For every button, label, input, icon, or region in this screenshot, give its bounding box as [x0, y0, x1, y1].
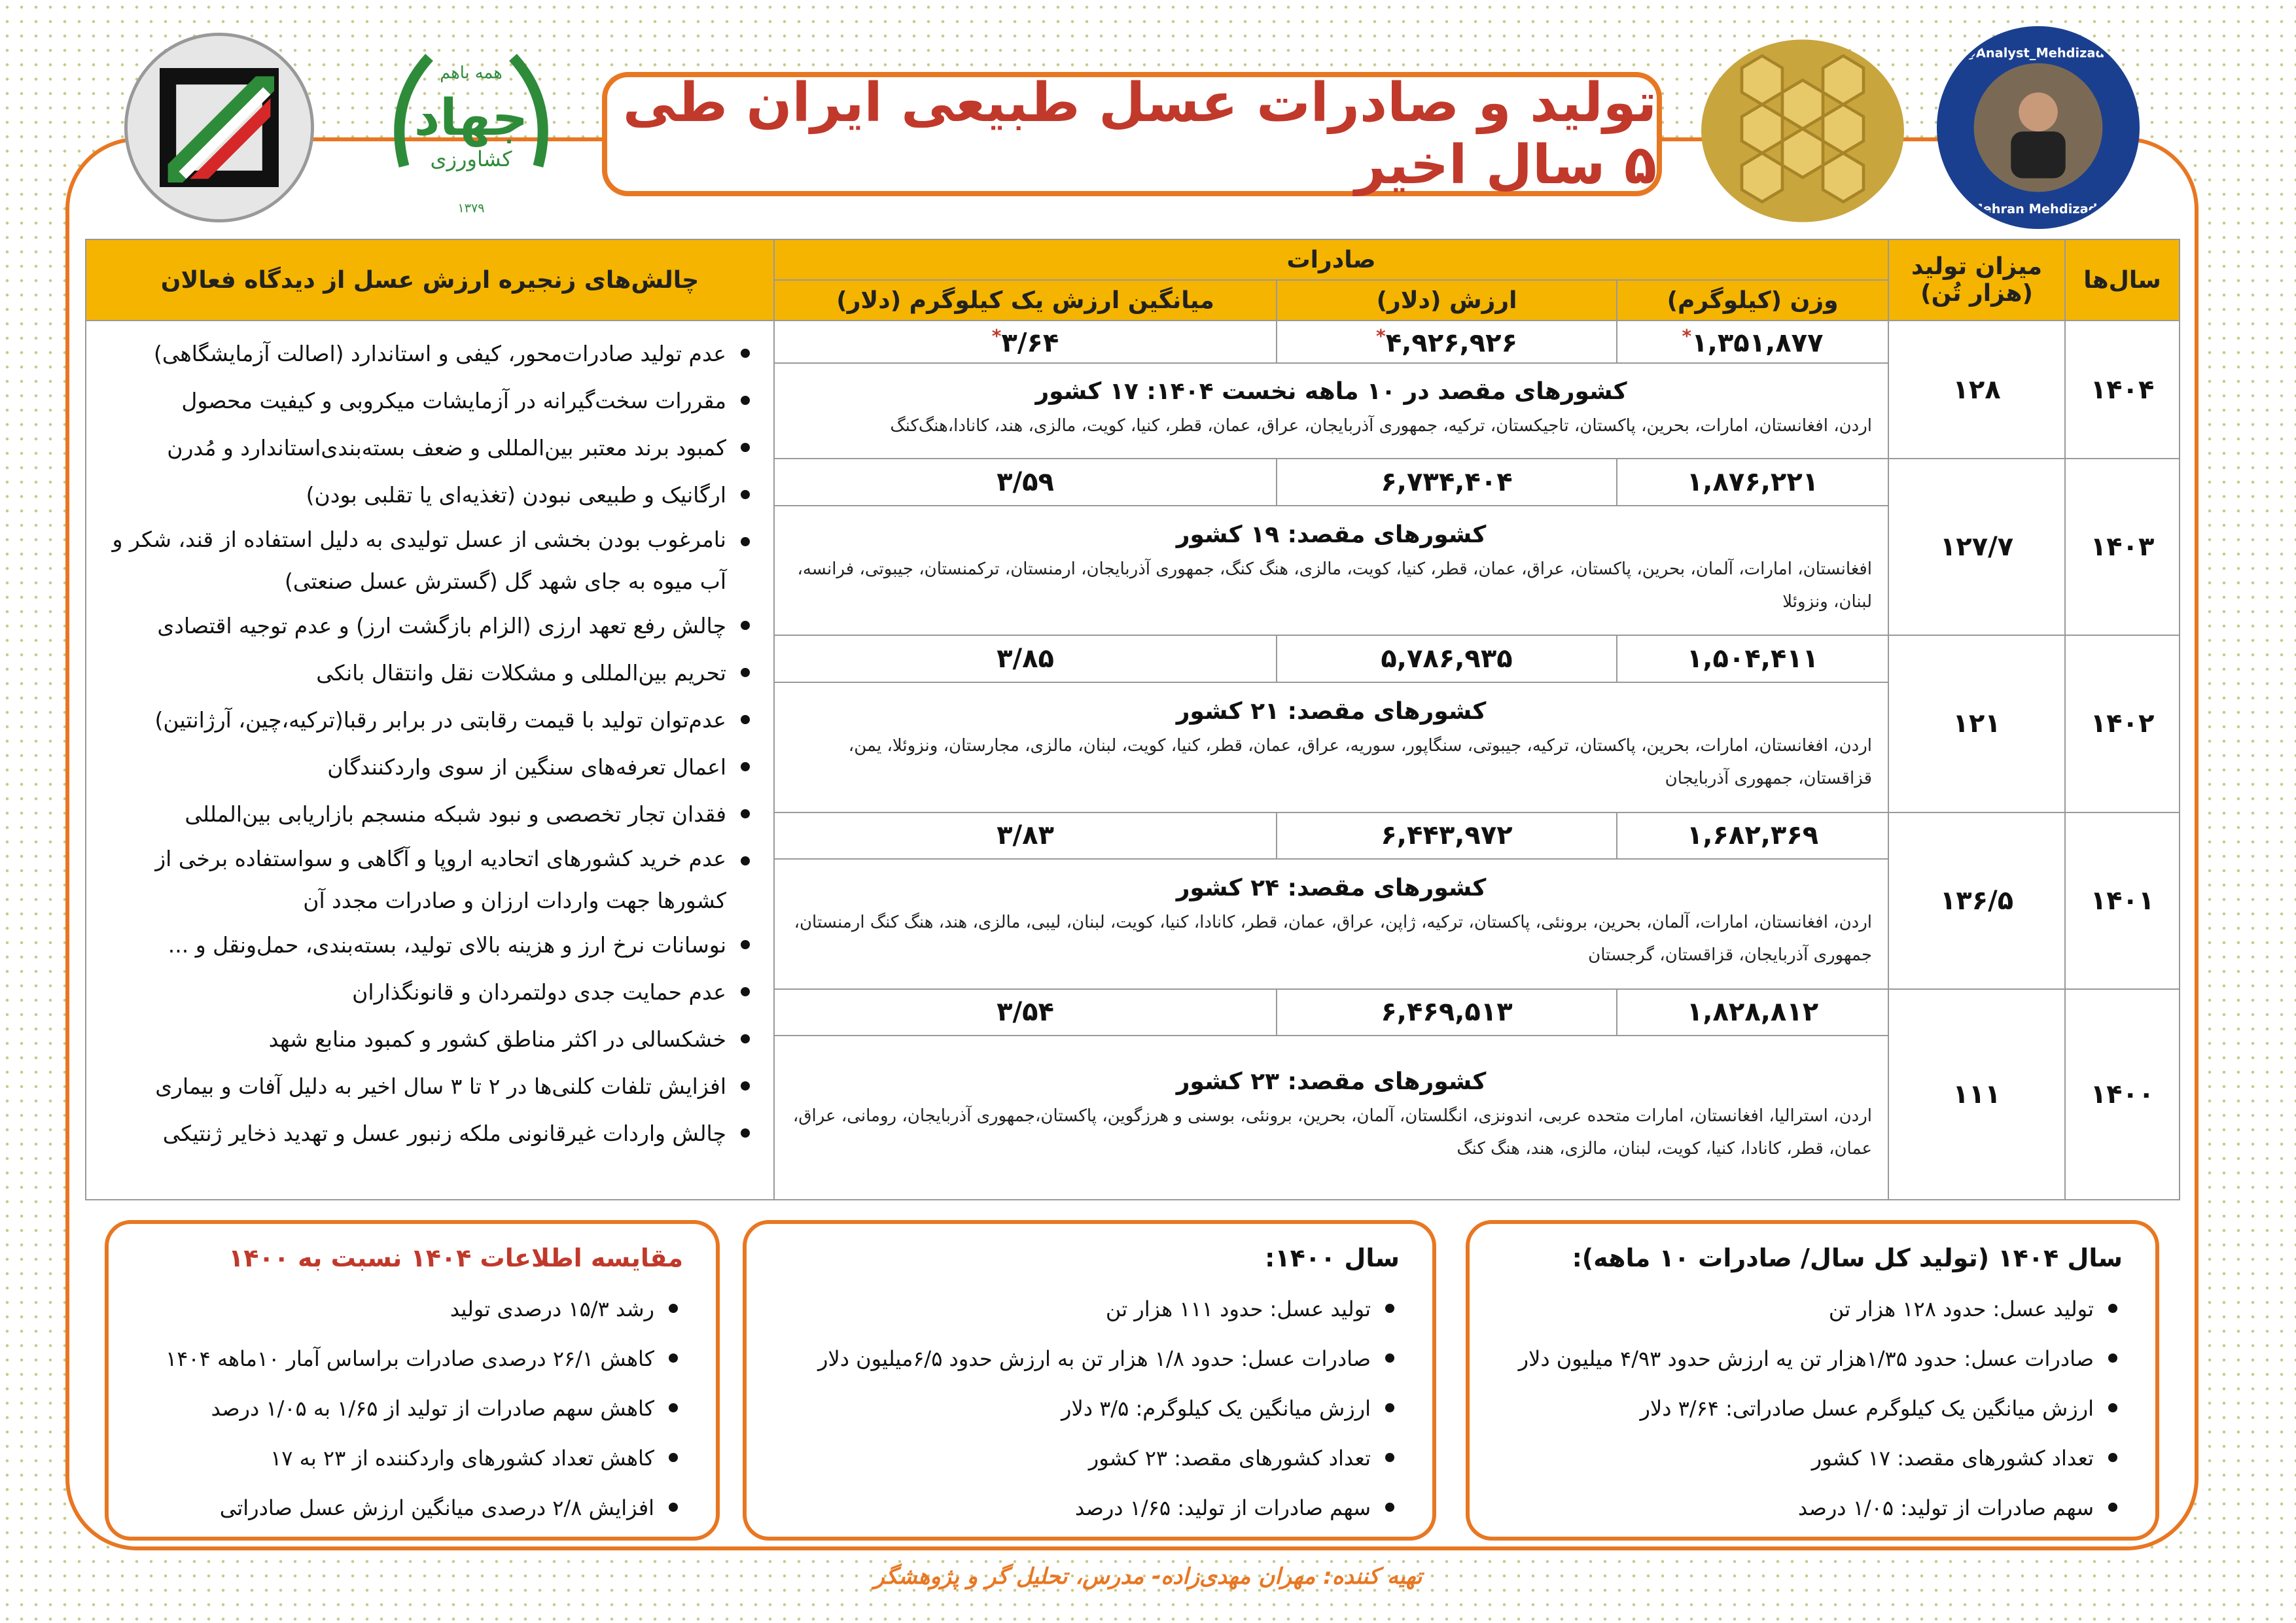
challenges-cell [86, 321, 774, 1200]
destinations-cell [774, 859, 1888, 989]
list-item: تولید عسل: حدود ۱۲۸ هزار تن [1496, 1284, 2123, 1334]
list-item: کمبود برند معتبر بین‌المللی و ضعف بسته‌بندی‌استاندارد و مُدرن [99, 425, 754, 472]
avg-cell: ۳/۸۳ [774, 812, 1277, 859]
avg-cell: ۳/۵۹ [774, 459, 1277, 505]
list-item: ارزش میانگین یک کیلوگرم: ۳/۵ دلار [773, 1384, 1400, 1433]
weight-cell: ۱,۸۷۶,۲۲۱ [1617, 459, 1888, 505]
header-years: سال‌ها [2065, 239, 2180, 321]
list-item: سهم صادرات از تولید: ۱/۶۵ درصد [773, 1483, 1400, 1533]
list-item: تعداد کشورهای مقصد: ۲۳ کشور [773, 1433, 1400, 1483]
list-item: فقدان تجار تخصصی و نبود شبکه منسجم بازاریابی بین‌المللی [99, 791, 754, 838]
production-cell: ۱۲۱ [1888, 635, 2065, 812]
list-item: تحریم بین‌المللی و مشکلات نقل وانتقال بانکی [99, 650, 754, 697]
header-challenges: چالش‌های زنجیره ارزش عسل از دیدگاه فعالان [86, 239, 774, 321]
list-item: ارزش میانگین یک کیلوگرم عسل صادراتی: ۳/۶۴ دلار [1496, 1384, 2123, 1433]
header-production: میزان تولید (هزار تُن) [1888, 239, 2065, 321]
list-item: چالش واردات غیرقانونی ملکه زنبور عسل و تهدید ذخایر ژنتیکی [99, 1110, 754, 1157]
value-cell: ۶,۷۳۴,۴۰۴ [1277, 459, 1617, 505]
svg-text:جهاد: جهاد [414, 89, 529, 147]
production-cell: ۱۲۷/۷ [1888, 459, 2065, 635]
avg-cell: ۳/۸۵ [774, 635, 1277, 682]
list-item: نامرغوب بودن بخشی از عسل تولیدی به دلیل استفاده از قند، شکر و آب میوه به جای شهد گل (گسترش عسل صنعتی) [99, 519, 754, 602]
destinations-cell [774, 1036, 1888, 1200]
avg-cell: ۳/۵۴ [774, 989, 1277, 1036]
list-item: مقررات سخت‌گیرانه در آزمایشات میکروبی و کیفیت محصول [99, 377, 754, 425]
list-item: رشد ۱۵/۳ درصدی تولید [135, 1284, 683, 1334]
summary-box-1404 [1466, 1220, 2159, 1541]
list-item: کاهش تعداد کشورهای واردکننده از ۲۳ به ۱۷ [135, 1433, 683, 1483]
destinations-title: کشورهای مقصد: ۱۹ کشور [1176, 521, 1487, 549]
list-item: نوسانات نرخ ارز و هزینه بالای تولید، بسته‌بندی، حمل‌ونقل و ... [99, 922, 754, 969]
list-item: ارگانیک و طبیعی نبودن (تغذیه‌ای یا تقلبی بودن) [99, 472, 754, 519]
table-row-1404 [86, 321, 2180, 363]
honey-data-table [85, 239, 2180, 1200]
list-item: عدم‌توان تولید با قیمت رقابتی در برابر رقبا(ترکیه،چین، آرژانتین) [99, 697, 754, 744]
list-item: کاهش سهم صادرات از تولید از ۱/۶۵ به ۱/۰۵ درصد [135, 1384, 683, 1433]
production-cell: ۱۳۶/۵ [1888, 812, 2065, 989]
ministry-logo [124, 33, 314, 222]
header-weight: وزن (کیلوگرم) [1617, 280, 1888, 321]
destinations-list: اردن، افغانستان، امارات، بحرین، پاکستان، تاجیکستان، ترکیه، جمهوری آذربایجان، عراق، عمان، قطر، کنیا، کویت، مالزی، هند، کانادا،هنگ‌کنگ [890, 415, 1873, 436]
svg-text:کشاورزی: کشاورزی [430, 147, 512, 171]
star-mark: * [1682, 325, 1692, 347]
comparison-box [105, 1220, 720, 1541]
weight-cell: ۱,۳۵۱,۸۷۷* [1617, 321, 1888, 363]
jihad-keshavarzi-logo [366, 20, 576, 229]
summary-box-1400 [743, 1220, 1436, 1541]
weight-cell: ۱,۶۸۲,۳۶۹ [1617, 812, 1888, 859]
list-item: تولید عسل: حدود ۱۱۱ هزار تن [773, 1284, 1400, 1334]
production-cell: ۱۲۸ [1888, 321, 2065, 459]
honeycomb-logo [1701, 39, 1904, 222]
list-item: چالش رفع تعهد ارزی (الزام بازگشت ارز) و عدم توجیه اقتصادی [99, 602, 754, 650]
star-mark: * [991, 325, 1002, 347]
header-avg-value: میانگین ارزش یک کیلوگرم (دلار) [774, 280, 1277, 321]
year-cell: ۱۴۰۰ [2065, 989, 2180, 1200]
value-cell: ۶,۴۶۹,۵۱۳ [1277, 989, 1617, 1036]
destinations-title: کشورهای مقصد: ۲۴ کشور [1176, 875, 1487, 902]
list-item: اعمال تعرفه‌های سنگین از سوی واردکنندگان [99, 744, 754, 791]
destinations-cell [774, 506, 1888, 636]
destinations-cell [774, 363, 1888, 459]
list-item: افزایش تلفات کلنی‌ها در ۲ تا ۳ سال اخیر به دلیل آفات و بیماری [99, 1063, 754, 1110]
destinations-title: کشورهای مقصد: ۲۱ کشور [1176, 698, 1487, 725]
destinations-list: اردن، افغانستان، امارات، بحرین، پاکستان، ترکیه، جیبوتی، سنگاپور، سوریه، عراق، عمان، قطر، کنیا، کویت، لبنان، مالزی، مجارستان، ونزوئلا، یمن، قزاقستان، جمهوری آذربایجان [848, 736, 1873, 788]
svg-text:@Analyst_Mehdizade: @Analyst_Mehdizade [1963, 45, 2113, 61]
list-item: صادرات عسل: حدود ۱/۸ هزار تن به ارزش حدود ۶/۵میلیون دلار [773, 1334, 1400, 1384]
weight-cell: ۱,۸۲۸,۸۱۲ [1617, 989, 1888, 1036]
star-mark: * [1376, 325, 1386, 347]
list-item: صادرات عسل: حدود ۱/۳۵هزار تن یه ارزش حدود ۴/۹۳ میلیون دلار [1496, 1334, 2123, 1384]
list-item: سهم صادرات از تولید: ۱/۰۵ درصد [1496, 1483, 2123, 1533]
destinations-title: کشورهای مقصد در ۱۰ ماهه نخست ۱۴۰۴: ۱۷ کشور [1035, 377, 1627, 405]
list-item: افزایش ۲/۸ درصدی میانگین ارزش عسل صادراتی [135, 1483, 683, 1533]
year-cell: ۱۴۰۱ [2065, 812, 2180, 989]
header-exports: صادرات [774, 239, 1888, 280]
svg-text:همه باهم: همه باهم [440, 63, 503, 83]
svg-text:Mehran Mehdizade: Mehran Mehdizade [1970, 201, 2106, 217]
year-cell: ۱۴۰۴ [2065, 321, 2180, 459]
list-item: تعداد کشورهای مقصد: ۱۷ کشور [1496, 1433, 2123, 1483]
value-cell: ۵,۷۸۶,۹۳۵ [1277, 635, 1617, 682]
list-item: عدم خرید کشورهای اتحادیه اروپا و آگاهی و سواستفاده برخی از کشورها جهت واردات ارزان و صادرات مجدد آن [99, 838, 754, 922]
list-item: عدم تولید صادرات‌محور، کیفی و استاندارد (اصالت آزمایشگاهی) [99, 330, 754, 377]
destinations-list: اردن، استرالیا، افغانستان، امارات متحده عربی، اندونزی، انگلستان، آلمان، بحرین، برونئی، بوسنی و هرزگوین، پاکستان،جمهوری آذربایجان، رومانی، عراق، عمان، قطر، کانادا، کنیا، کویت، لبنان، مالزی، هند، هنگ کنگ [792, 1106, 1873, 1159]
destinations-cell [774, 682, 1888, 812]
summary-title: سال ۱۴۰۰: [1265, 1244, 1400, 1272]
destinations-list: اردن، افغانستان، امارات، آلمان، بحرین، برونئی، پاکستان، ترکیه، ژاپن، عراق، عمان، قطر، کانادا، کنیا، کویت، لبنان، لیبی، مالزی، هند، هنگ کنگ ارمنستان، جمهوری آذربایجان، قزاقستان، گرجستان [794, 913, 1873, 965]
year-cell: ۱۴۰۳ [2065, 459, 2180, 635]
footer-credit: تهیه کننده: مهران مهدی‌زاده- مدرس، تحلیل گر و پژوهشگر [874, 1563, 1422, 1590]
value-cell: ۴,۹۲۶,۹۲۶* [1277, 321, 1617, 363]
destinations-list: افغانستان، امارات، آلمان، بحرین، پاکستان، عراق، عمان، قطر، کنیا، کویت، مالزی، هنگ کنگ، جمهوری آذربایجان، ارمنستان، ترکمنستان، جیبوتی، فرانسه، لبنان، ونزوئلا [797, 559, 1873, 612]
list-item: عدم حمایت جدی دولتمردان و قانونگذاران [99, 969, 754, 1016]
weight-cell: ۱,۵۰۴,۴۱۱ [1617, 635, 1888, 682]
avg-cell: ۳/۶۴* [774, 321, 1277, 363]
page-title: تولید و صادرات عسل طبیعی ایران طی ۵ سال اخیر [602, 72, 1662, 196]
value-cell: ۶,۴۴۳,۹۷۲ [1277, 812, 1617, 859]
list-item: خشکسالی در اکثر مناطق کشور و کمبود منابع شهد [99, 1016, 754, 1063]
list-item: کاهش ۲۶/۱ درصدی صادرات براساس آمار ۱۰ماهه ۱۴۰۴ [135, 1334, 683, 1384]
destinations-title: کشورهای مقصد: ۲۳ کشور [1176, 1068, 1487, 1096]
comparison-title: مقایسه اطلاعات ۱۴۰۴ نسبت به ۱۴۰۰ [228, 1244, 683, 1272]
challenges-list [99, 330, 754, 1157]
year-cell: ۱۴۰۲ [2065, 635, 2180, 812]
summary-title: سال ۱۴۰۴ (تولید کل سال/ صادرات ۱۰ ماهه): [1572, 1244, 2123, 1272]
svg-text:۱۳۷۹: ۱۳۷۹ [457, 200, 485, 216]
analyst-avatar [1937, 26, 2140, 229]
header-value: ارزش (دلار) [1277, 280, 1617, 321]
production-cell: ۱۱۱ [1888, 989, 2065, 1200]
